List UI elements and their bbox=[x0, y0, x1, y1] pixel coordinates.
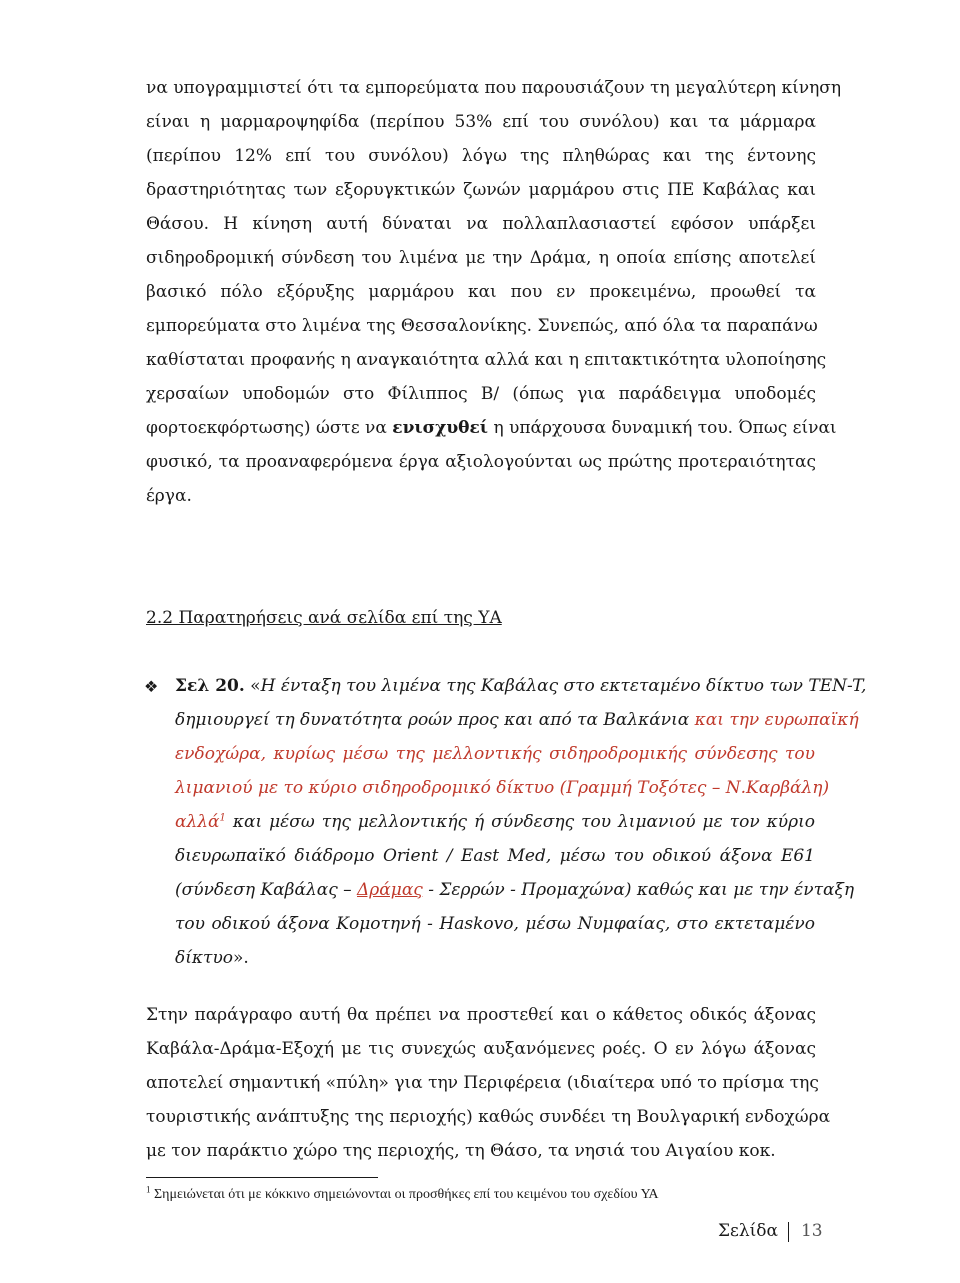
bold-word: ενισχυθεί bbox=[392, 418, 489, 438]
added-text: λιμανιού με το κύριο σιδηροδρομικό δίκτυο (Γραμμή Τοξότες – Ν.Καρβάλη) bbox=[175, 778, 830, 798]
footer-divider bbox=[788, 1222, 789, 1242]
paragraph-line: φυσικό, τα προαναφερόμενα έργα αξιολογούνται ως πρώτης προτεραιότητας bbox=[146, 452, 816, 472]
quote-line: διευρωπαϊκό διάδρομο Orient / East Med, μέσω του οδικού άξονα Ε61 bbox=[175, 846, 815, 866]
added-text: και την ευρωπαϊκή bbox=[694, 710, 859, 730]
quote-open: « bbox=[244, 676, 261, 696]
paragraph-line: Καβάλα-Δράμα-Εξοχή με τις συνεχώς αυξανόμενες ροές. Ο εν λόγω άξονας bbox=[146, 1039, 816, 1059]
quote-line bbox=[175, 873, 855, 907]
footnote-text: Σημειώνεται ότι με κόκκινο σημειώνονται οι προσθήκες επί του κειμένου του σχεδίου ΥΑ bbox=[150, 1187, 659, 1202]
paragraph-line: έργα. bbox=[146, 486, 192, 506]
text-run: η υπάρχουσα δυναμική του. Όπως είναι bbox=[488, 418, 837, 438]
paragraph-line: με τον παράκτιο χώρο της περιοχής, τη Θάσο, τα νησιά του Αιγαίου κοκ. bbox=[146, 1141, 776, 1161]
quote-text: - Σερρών - Προμαχώνα) καθώς και με την ένταξη bbox=[422, 880, 855, 900]
paragraph-line bbox=[146, 411, 837, 445]
paragraph-line: αποτελεί σημαντική «πύλη» για την Περιφέρεια (ιδιαίτερα υπό το πρίσμα της bbox=[146, 1073, 819, 1093]
footnote-separator bbox=[146, 1177, 378, 1178]
paragraph-line: δραστηριότητας των εξορυγκτικών ζωνών μαρμάρου στις ΠΕ Καβάλας και bbox=[146, 180, 816, 200]
page-number: 13 bbox=[800, 1221, 823, 1241]
page-label: Σελίδα bbox=[718, 1221, 778, 1241]
paragraph-line: Στην παράγραφο αυτή θα πρέπει να προστεθεί και ο κάθετος οδικός άξονας bbox=[146, 1005, 816, 1025]
paragraph-line: να υπογραμμιστεί ότι τα εμπορεύματα που παρουσιάζουν τη μεγαλύτερη κίνηση bbox=[146, 78, 842, 98]
paragraph-line: βασικό πόλο εξόρυξης μαρμάρου και που εν προκειμένω, προωθεί τα bbox=[146, 282, 816, 302]
paragraph-line: τουριστικής ανάπτυξης της περιοχής) καθώς συνδέει τη Βουλγαρική ενδοχώρα bbox=[146, 1107, 831, 1127]
footnote-reference[interactable]: 1 bbox=[219, 812, 226, 824]
quote-text: Η ένταξη του λιμένα της Καβάλας στο εκτεταμένο δίκτυο των TEN-T, bbox=[260, 676, 867, 696]
quote-line: του οδικού άξονα Κομοτηνή - Haskovo, μέσω Νυμφαίας, στο εκτεταμένο bbox=[175, 914, 815, 934]
page-footer bbox=[718, 1216, 823, 1246]
quote-text: (σύνδεση Καβάλας – bbox=[175, 880, 358, 900]
quote-text: και μέσω της μελλοντικής ή σύνδεσης του λιμανιού με τον κύριο bbox=[225, 812, 815, 832]
quote-line bbox=[175, 941, 815, 975]
quote-text: δημιουργεί τη δυνατότητα ροών προς και από τα Βαλκάνια bbox=[175, 710, 695, 730]
paragraph-line: καθίσταται προφανής η αναγκαιότητα αλλά και η επιτακτικότητα υλοποίησης bbox=[146, 350, 827, 370]
paragraph-line: είναι η μαρμαροψηφίδα (περίπου 53% επί του συνόλου) και τα μάρμαρα bbox=[146, 112, 816, 132]
footnote-mark: 1 bbox=[146, 1184, 151, 1195]
section-heading: 2.2 Παρατηρήσεις ανά σελίδα επί της ΥΑ bbox=[146, 608, 502, 628]
quote-text: δίκτυο bbox=[175, 948, 234, 968]
quote-line bbox=[175, 703, 859, 737]
quote-line bbox=[175, 805, 815, 839]
text-run: φορτοεκφόρτωσης) ώστε να bbox=[146, 418, 393, 438]
paragraph-line: Θάσου. Η κίνηση αυτή δύναται να πολλαπλασιαστεί εφόσον υπάρξει bbox=[146, 214, 816, 234]
added-text: ενδοχώρα, κυρίως μέσω της μελλοντικής σιδηροδρομικής σύνδεσης του bbox=[175, 744, 815, 764]
page-reference: Σελ 20. bbox=[175, 676, 245, 696]
paragraph-line: εμπορεύματα στο λιμένα της Θεσσαλονίκης. Συνεπώς, από όλα τα παραπάνω bbox=[146, 316, 818, 336]
added-text: Δράμας bbox=[357, 880, 423, 900]
added-text: αλλά bbox=[175, 812, 220, 832]
paragraph-line: (περίπου 12% επί του συνόλου) λόγω της πληθώρας και της έντονης bbox=[146, 146, 816, 166]
paragraph-line: χερσαίων υποδομών στο Φίλιππος Β/ (όπως για παράδειγμα υποδομές bbox=[146, 384, 816, 404]
quote-close: ». bbox=[233, 948, 249, 968]
paragraph-line: σιδηροδρομική σύνδεση του λιμένα με την Δράμα, η οποία επίσης αποτελεί bbox=[146, 248, 816, 268]
diamond-bullet-icon: ❖ bbox=[144, 677, 159, 696]
footnote bbox=[146, 1184, 659, 1206]
bullet-line bbox=[175, 669, 867, 703]
